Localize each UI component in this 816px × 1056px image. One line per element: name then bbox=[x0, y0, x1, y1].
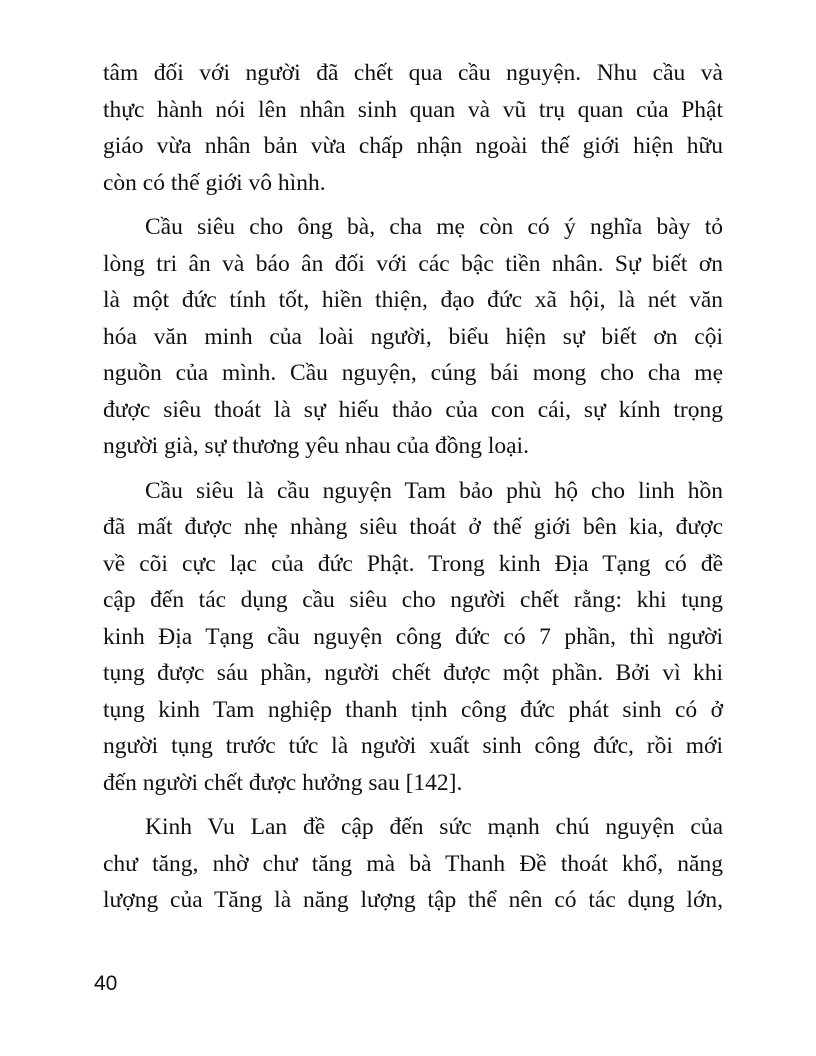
paragraph-3 bbox=[103, 473, 723, 802]
text-line: tụng được sáu phần, người chết được một phần. Bởi vì khi bbox=[103, 660, 723, 686]
text-line: hóa văn minh của loài người, biểu hiện sự biết ơn cội bbox=[103, 323, 723, 350]
page-body bbox=[103, 55, 723, 919]
text-line: là một đức tính tốt, hiền thiện, đạo đức xã hội, là nét văn bbox=[103, 287, 723, 313]
text-line: lượng của Tăng là năng lượng tập thể nên có tác dụng lớn, bbox=[103, 887, 723, 913]
text-line: được siêu thoát là sự hiếu thảo của con cái, sự kính trọng bbox=[103, 396, 723, 423]
text-line: tụng kinh Tam nghiệp thanh tịnh công đức phát sinh có ở bbox=[103, 696, 723, 723]
text-line: đến người chết được hưởng sau [142]. bbox=[103, 769, 463, 796]
paragraph-1 bbox=[103, 55, 723, 201]
text-line: Kinh Vu Lan đề cập đến sức mạnh chú nguyện của bbox=[145, 814, 723, 840]
text-line: kinh Địa Tạng cầu nguyện công đức có 7 phần, thì người bbox=[103, 623, 723, 650]
text-line: về cõi cực lạc của đức Phật. Trong kinh Địa Tạng có đề bbox=[103, 550, 723, 577]
paragraph-2 bbox=[103, 209, 723, 465]
text-line: người tụng trước tức là người xuất sinh công đức, rồi mới bbox=[103, 733, 723, 759]
text-line: Cầu siêu là cầu nguyện Tam bảo phù hộ cho linh hồn bbox=[145, 477, 723, 504]
text-line: nguồn của mình. Cầu nguyện, cúng bái mong cho cha mẹ bbox=[103, 360, 723, 386]
page-number: 40 bbox=[94, 972, 118, 995]
text-line: người già, sự thương yêu nhau của đồng loại. bbox=[103, 433, 529, 459]
text-line: chư tăng, nhờ chư tăng mà bà Thanh Đề thoát khổ, năng bbox=[103, 850, 723, 877]
paragraph-4 bbox=[103, 809, 723, 919]
text-line: tâm đối với người đã chết qua cầu nguyện. Nhu cầu và bbox=[103, 60, 723, 86]
text-line: đã mất được nhẹ nhàng siêu thoát ở thế giới bên kia, được bbox=[103, 514, 723, 540]
text-line: cập đến tác dụng cầu siêu cho người chết rằng: khi tụng bbox=[103, 587, 723, 613]
text-line: thực hành nói lên nhân sinh quan và vũ trụ quan của Phật bbox=[103, 96, 723, 123]
text-line: lòng tri ân và báo ân đối với các bậc tiền nhân. Sự biết ơn bbox=[103, 250, 723, 277]
text-line: còn có thế giới vô hình. bbox=[103, 169, 326, 196]
text-line: giáo vừa nhân bản vừa chấp nhận ngoài thế giới hiện hữu bbox=[103, 133, 723, 159]
text-line: Cầu siêu cho ông bà, cha mẹ còn có ý nghĩa bày tỏ bbox=[145, 214, 723, 240]
